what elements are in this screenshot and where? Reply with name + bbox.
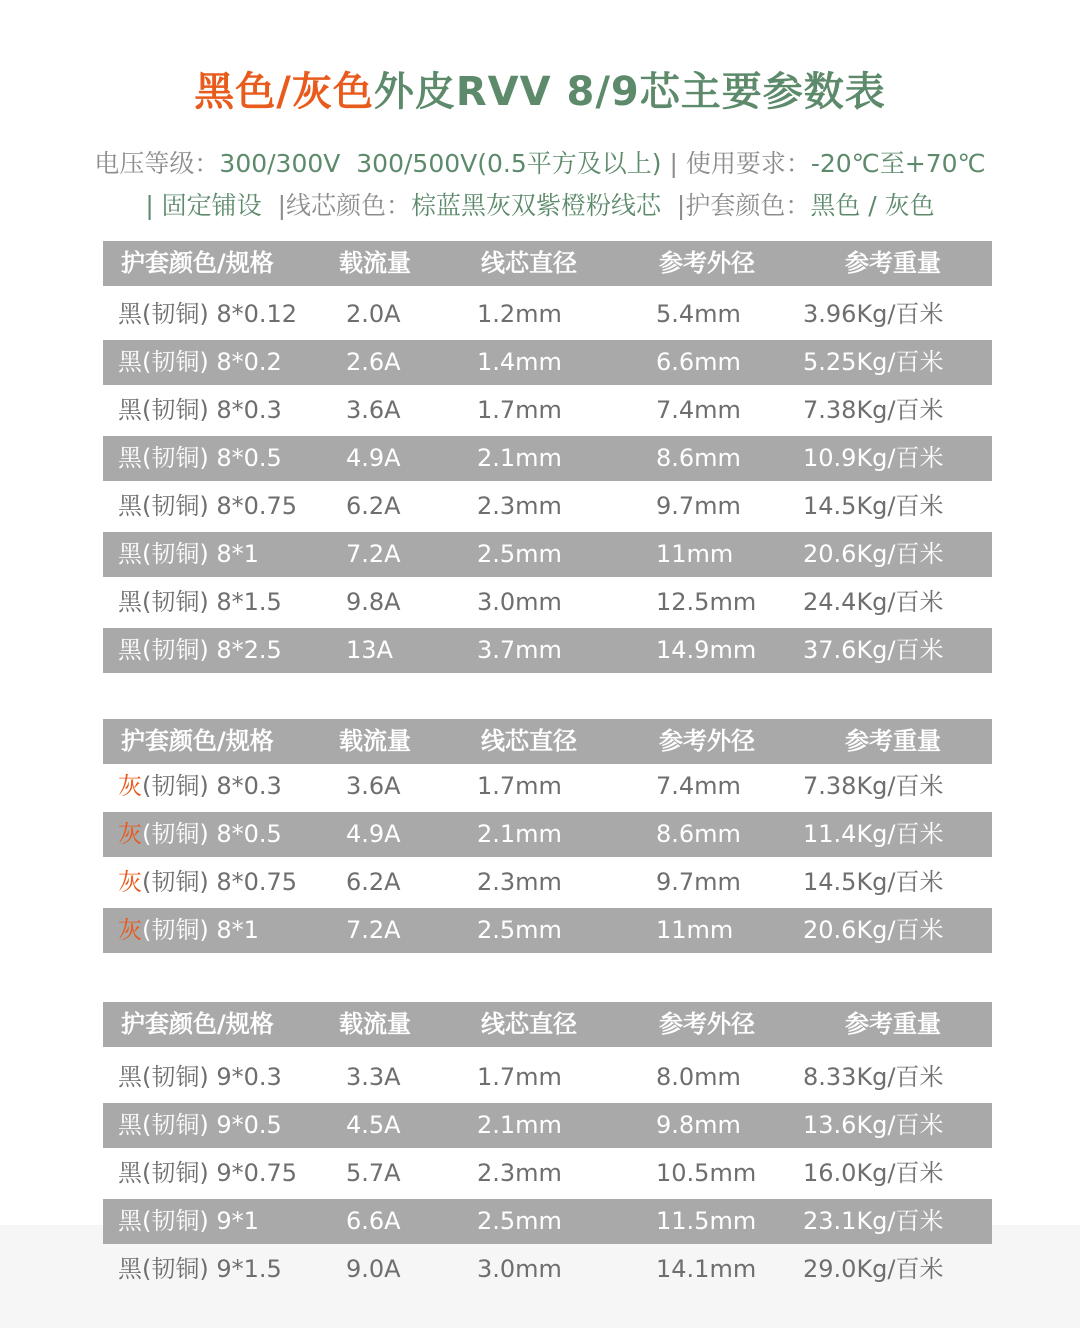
cell-outer-diameter: 8.6mm: [656, 820, 741, 848]
sheath-color: 灰: [118, 772, 142, 800]
cell-outer-diameter: 7.4mm: [656, 396, 741, 424]
sheath-color: 黑: [118, 396, 142, 424]
cell-current: 4.9A: [346, 820, 401, 848]
sheath-color: 黑: [118, 300, 142, 328]
sheath-color: 黑: [118, 348, 142, 376]
cell-spec: [118, 1247, 282, 1292]
cell-current: 3.3A: [346, 1063, 401, 1091]
table-black-9-core: [103, 1002, 992, 1292]
cell-core-diameter: 3.0mm: [477, 1255, 562, 1283]
cell-current: 9.8A: [346, 588, 401, 616]
cell-spec: [118, 436, 282, 481]
table-gray-8-core: [103, 719, 992, 953]
table-row: [103, 812, 992, 857]
table-row: [103, 764, 992, 809]
cell-core-diameter: 1.7mm: [477, 1063, 562, 1091]
table-header-row: [103, 241, 992, 286]
table-black-8-core: [103, 241, 992, 673]
cell-outer-diameter: 11mm: [656, 916, 734, 944]
cell-spec: [118, 1055, 282, 1100]
sheath-color-label: |护套颜色：: [676, 191, 811, 220]
cell-weight: 29.0Kg/百米: [803, 1255, 944, 1283]
table-row: [103, 388, 992, 433]
sheath-color: 黑: [118, 1111, 142, 1139]
table-row: [103, 1055, 992, 1100]
installation-text: | 固定铺设: [145, 191, 278, 220]
cell-current: 5.7A: [346, 1159, 401, 1187]
cell-spec: [118, 812, 282, 857]
cell-spec: [118, 580, 282, 625]
cell-core-diameter: 1.2mm: [477, 300, 562, 328]
sheath-color: 黑: [118, 1207, 142, 1235]
spec-text: (韧铜) 9*0.75: [142, 1159, 298, 1187]
spec-text: (韧铜) 8*0.75: [142, 492, 298, 520]
cell-weight: 24.4Kg/百米: [803, 588, 944, 616]
sheath-color: 黑: [118, 588, 142, 616]
header-outer-diameter: 参考外径: [659, 249, 755, 277]
info-line-1: [0, 144, 1080, 180]
table-row: [103, 436, 992, 481]
cell-spec: [118, 532, 259, 577]
spec-text: (韧铜) 8*0.3: [142, 396, 282, 424]
table-row: [103, 340, 992, 385]
table-row: [103, 580, 992, 625]
cell-current: 3.6A: [346, 396, 401, 424]
spec-text: (韧铜) 8*1.5: [142, 588, 282, 616]
cell-weight: 37.6Kg/百米: [803, 636, 944, 664]
cell-spec: [118, 1151, 297, 1196]
usage-label: 使用要求：: [685, 149, 811, 178]
cell-spec: [118, 1103, 282, 1148]
header-spec: 护套颜色/规格: [121, 727, 274, 755]
sheath-color: 灰: [118, 868, 142, 896]
header-current: 载流量: [339, 727, 411, 755]
cell-spec: [118, 388, 282, 433]
cell-outer-diameter: 14.9mm: [656, 636, 757, 664]
table-row: [103, 1199, 992, 1244]
cell-outer-diameter: 9.7mm: [656, 868, 741, 896]
cell-outer-diameter: 9.7mm: [656, 492, 741, 520]
voltage-value: 300/300V 300/500V(0.5平方及以上): [219, 149, 662, 178]
header-weight: 参考重量: [845, 727, 941, 755]
cell-core-diameter: 1.4mm: [477, 348, 562, 376]
cell-weight: 7.38Kg/百米: [803, 772, 944, 800]
spec-text: (韧铜) 9*0.5: [142, 1111, 282, 1139]
table-row: [103, 484, 992, 529]
header-outer-diameter: 参考外径: [659, 1010, 755, 1038]
cell-current: 4.5A: [346, 1111, 401, 1139]
table-row: [103, 628, 992, 673]
cell-current: 3.6A: [346, 772, 401, 800]
table-row: [103, 1103, 992, 1148]
header-core-diameter: 线芯直径: [481, 727, 577, 755]
sheath-color: 黑: [118, 1159, 142, 1187]
cell-spec: [118, 340, 282, 385]
cell-spec: [118, 1199, 259, 1244]
spec-text: (韧铜) 8*1: [142, 916, 259, 944]
sheath-color: 黑: [118, 444, 142, 472]
table-row: [103, 1151, 992, 1196]
cell-current: 2.6A: [346, 348, 401, 376]
info-line-2: [0, 186, 1080, 222]
cell-spec: [118, 764, 282, 809]
cell-weight: 7.38Kg/百米: [803, 396, 944, 424]
spec-text: (韧铜) 8*1: [142, 540, 259, 568]
sheath-color-value: 黑色 / 灰色: [810, 191, 935, 220]
cell-weight: 5.25Kg/百米: [803, 348, 944, 376]
cell-spec: [118, 860, 297, 905]
spec-text: (韧铜) 8*0.5: [142, 820, 282, 848]
cell-outer-diameter: 10.5mm: [656, 1159, 757, 1187]
cell-core-diameter: 2.5mm: [477, 540, 562, 568]
header-spec: 护套颜色/规格: [121, 1010, 274, 1038]
sheath-color: 灰: [118, 916, 142, 944]
cell-current: 9.0A: [346, 1255, 401, 1283]
table-row: [103, 1247, 992, 1292]
cell-outer-diameter: 5.4mm: [656, 300, 741, 328]
cell-outer-diameter: 7.4mm: [656, 772, 741, 800]
sheath-color: 黑: [118, 1255, 142, 1283]
cell-spec: [118, 628, 282, 673]
cell-core-diameter: 2.1mm: [477, 444, 562, 472]
header-core-diameter: 线芯直径: [481, 1010, 577, 1038]
table-row: [103, 908, 992, 953]
cell-outer-diameter: 8.6mm: [656, 444, 741, 472]
cell-core-diameter: 2.1mm: [477, 820, 562, 848]
cell-current: 2.0A: [346, 300, 401, 328]
table-row: [103, 532, 992, 577]
cell-spec: [118, 292, 297, 337]
cell-core-diameter: 1.7mm: [477, 772, 562, 800]
sheath-color: 黑: [118, 636, 142, 664]
cell-weight: 14.5Kg/百米: [803, 492, 944, 520]
cell-core-diameter: 2.3mm: [477, 868, 562, 896]
title-highlight: 黑色/灰色: [194, 69, 374, 115]
spec-text: (韧铜) 9*1: [142, 1207, 259, 1235]
table-row: [103, 292, 992, 337]
cell-core-diameter: 2.5mm: [477, 916, 562, 944]
spec-text: (韧铜) 8*0.5: [142, 444, 282, 472]
sheath-color: 黑: [118, 492, 142, 520]
title-rest: 外皮RVV 8/9芯主要参数表: [373, 69, 886, 115]
table-header-row: [103, 719, 992, 764]
cell-core-diameter: 3.7mm: [477, 636, 562, 664]
cell-weight: 13.6Kg/百米: [803, 1111, 944, 1139]
sheath-color: 灰: [118, 820, 142, 848]
voltage-label: 电压等级：: [94, 149, 220, 178]
cell-current: 13A: [346, 636, 393, 664]
core-color-label: |线芯颜色：: [277, 191, 412, 220]
table-header-row: [103, 1002, 992, 1047]
cell-weight: 14.5Kg/百米: [803, 868, 944, 896]
spec-text: (韧铜) 8*0.3: [142, 772, 282, 800]
spec-text: (韧铜) 8*2.5: [142, 636, 282, 664]
header-core-diameter: 线芯直径: [481, 249, 577, 277]
separator: |: [661, 149, 686, 178]
spec-text: (韧铜) 9*0.3: [142, 1063, 282, 1091]
cell-weight: 20.6Kg/百米: [803, 916, 944, 944]
cell-core-diameter: 2.3mm: [477, 492, 562, 520]
spec-text: (韧铜) 8*0.12: [142, 300, 298, 328]
cell-current: 7.2A: [346, 540, 401, 568]
cell-current: 6.6A: [346, 1207, 401, 1235]
cell-core-diameter: 1.7mm: [477, 396, 562, 424]
cell-weight: 20.6Kg/百米: [803, 540, 944, 568]
cell-outer-diameter: 9.8mm: [656, 1111, 741, 1139]
cell-current: 6.2A: [346, 492, 401, 520]
core-color-value: 棕蓝黑灰双紫橙粉线芯: [411, 191, 677, 220]
header-current: 载流量: [339, 249, 411, 277]
header-spec: 护套颜色/规格: [121, 249, 274, 277]
cell-weight: 16.0Kg/百米: [803, 1159, 944, 1187]
usage-value: -20℃至+70℃: [810, 149, 986, 178]
cell-core-diameter: 3.0mm: [477, 588, 562, 616]
cell-current: 4.9A: [346, 444, 401, 472]
header-current: 载流量: [339, 1010, 411, 1038]
cell-weight: 11.4Kg/百米: [803, 820, 944, 848]
cell-outer-diameter: 12.5mm: [656, 588, 757, 616]
cell-spec: [118, 484, 297, 529]
cell-weight: 8.33Kg/百米: [803, 1063, 944, 1091]
cell-outer-diameter: 11mm: [656, 540, 734, 568]
cell-current: 6.2A: [346, 868, 401, 896]
page-title: [0, 60, 1080, 117]
cell-weight: 23.1Kg/百米: [803, 1207, 944, 1235]
header-weight: 参考重量: [845, 249, 941, 277]
cell-current: 7.2A: [346, 916, 401, 944]
spec-text: (韧铜) 8*0.2: [142, 348, 282, 376]
cell-outer-diameter: 14.1mm: [656, 1255, 757, 1283]
sheath-color: 黑: [118, 540, 142, 568]
cell-weight: 3.96Kg/百米: [803, 300, 944, 328]
cell-core-diameter: 2.5mm: [477, 1207, 562, 1235]
cell-outer-diameter: 8.0mm: [656, 1063, 741, 1091]
cell-spec: [118, 908, 259, 953]
header-outer-diameter: 参考外径: [659, 727, 755, 755]
spec-text: (韧铜) 8*0.75: [142, 868, 298, 896]
table-row: [103, 860, 992, 905]
spec-text: (韧铜) 9*1.5: [142, 1255, 282, 1283]
cell-weight: 10.9Kg/百米: [803, 444, 944, 472]
cell-core-diameter: 2.3mm: [477, 1159, 562, 1187]
cell-outer-diameter: 6.6mm: [656, 348, 741, 376]
cell-core-diameter: 2.1mm: [477, 1111, 562, 1139]
header-weight: 参考重量: [845, 1010, 941, 1038]
sheath-color: 黑: [118, 1063, 142, 1091]
cell-outer-diameter: 11.5mm: [656, 1207, 757, 1235]
